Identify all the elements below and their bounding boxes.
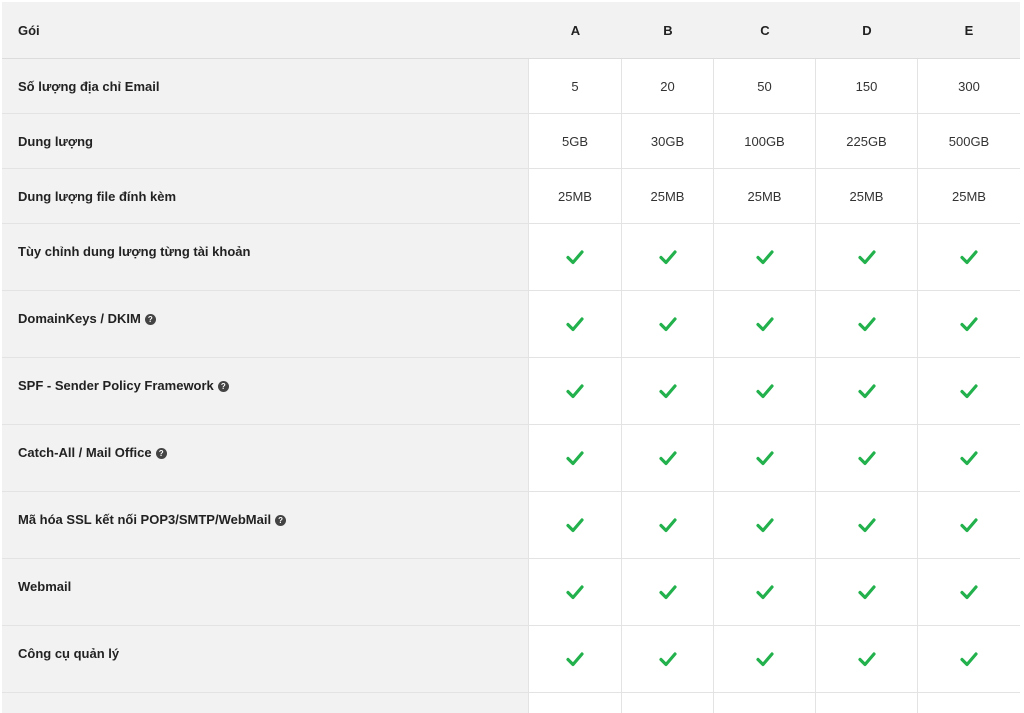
table-cell — [714, 693, 816, 713]
table-row — [2, 114, 1020, 169]
check-icon — [960, 383, 978, 399]
check-cell — [918, 626, 1020, 692]
help-circle-icon[interactable]: ? — [156, 448, 167, 459]
table-cell: 150 — [816, 59, 918, 113]
table-row — [2, 358, 1020, 425]
feature-label-text: Tùy chỉnh dung lượng từng tài khoản — [18, 244, 251, 259]
table-row — [2, 224, 1020, 291]
check-icon — [858, 450, 876, 466]
check-cell — [816, 626, 918, 692]
check-cell — [714, 425, 816, 491]
table-cell: 25MB — [952, 188, 986, 204]
row-label: Số lượng địa chỉ Email — [2, 59, 529, 113]
check-cell — [714, 492, 816, 558]
check-cell — [918, 492, 1020, 558]
feature-label-text: Catch-All / Mail Office — [18, 445, 152, 460]
row-label — [2, 693, 529, 713]
check-icon — [659, 383, 677, 399]
check-icon — [960, 651, 978, 667]
check-icon — [858, 517, 876, 533]
table-cell: 5 — [529, 59, 622, 113]
plan-comparison-table — [2, 2, 1020, 713]
check-cell — [918, 425, 1020, 491]
check-cell — [918, 358, 1020, 424]
feature-label — [2, 626, 529, 692]
check-cell — [622, 224, 714, 290]
check-icon — [756, 316, 774, 332]
check-icon — [858, 383, 876, 399]
check-icon — [960, 584, 978, 600]
check-cell — [622, 425, 714, 491]
feature-label — [2, 291, 529, 357]
feature-label — [2, 492, 529, 558]
check-cell — [918, 291, 1020, 357]
check-cell — [714, 559, 816, 625]
feature-label — [2, 358, 529, 424]
check-icon — [566, 450, 584, 466]
check-icon — [659, 249, 677, 265]
feature-label-text: Webmail — [18, 579, 72, 594]
check-cell — [529, 559, 622, 625]
check-cell — [529, 626, 622, 692]
check-cell — [622, 291, 714, 357]
plan-header-a: A — [570, 22, 581, 38]
check-cell — [529, 224, 622, 290]
check-icon — [858, 249, 876, 265]
check-cell — [714, 358, 816, 424]
table-row — [2, 291, 1020, 358]
plan-header-c: C — [760, 22, 770, 38]
check-icon — [566, 584, 584, 600]
table-cell: 30GB — [622, 114, 714, 168]
table-cell: 500GB — [948, 133, 990, 149]
check-icon — [566, 316, 584, 332]
check-icon — [756, 249, 774, 265]
table-cell — [816, 693, 918, 713]
check-icon — [756, 651, 774, 667]
check-icon — [659, 450, 677, 466]
check-icon — [756, 450, 774, 466]
feature-label-text: DomainKeys / DKIM — [18, 311, 141, 326]
header-label: Gói — [2, 2, 529, 58]
table-cell: 5GB — [529, 114, 622, 168]
row-label: Dung lượng — [2, 114, 529, 168]
table-header — [2, 2, 1020, 59]
help-circle-icon[interactable]: ? — [218, 381, 229, 392]
table-cell: 50 — [714, 59, 816, 113]
check-icon — [566, 651, 584, 667]
check-cell — [714, 626, 816, 692]
table-cell: 100GB — [714, 114, 816, 168]
check-icon — [566, 383, 584, 399]
feature-label — [2, 559, 529, 625]
table-row — [2, 59, 1020, 114]
check-cell — [816, 291, 918, 357]
feature-label-text: Mã hóa SSL kết nối POP3/SMTP/WebMail — [18, 512, 272, 527]
check-icon — [960, 316, 978, 332]
check-icon — [659, 316, 677, 332]
check-icon — [659, 584, 677, 600]
check-cell — [529, 358, 622, 424]
check-icon — [858, 651, 876, 667]
check-cell — [529, 425, 622, 491]
table-cell: 20 — [622, 59, 714, 113]
feature-label — [2, 224, 529, 290]
help-circle-icon[interactable]: ? — [145, 314, 156, 325]
plan-header-b: B — [663, 22, 673, 38]
check-icon — [960, 450, 978, 466]
check-icon — [858, 316, 876, 332]
check-icon — [960, 249, 978, 265]
check-cell — [714, 224, 816, 290]
help-circle-icon[interactable]: ? — [275, 515, 286, 526]
table-row-partial — [2, 693, 1020, 713]
table-row — [2, 425, 1020, 492]
check-icon — [566, 249, 584, 265]
check-cell — [622, 559, 714, 625]
check-cell — [622, 358, 714, 424]
check-cell — [622, 492, 714, 558]
feature-label-text: Công cụ quản lý — [18, 646, 120, 661]
check-cell — [816, 559, 918, 625]
table-cell: 25MB — [622, 169, 714, 223]
table-cell: 300 — [958, 78, 980, 94]
check-cell — [816, 492, 918, 558]
check-cell — [816, 358, 918, 424]
check-cell — [714, 291, 816, 357]
table-cell — [529, 693, 622, 713]
plan-header-e: E — [964, 22, 974, 38]
table-row — [2, 169, 1020, 224]
check-cell — [918, 559, 1020, 625]
check-icon — [659, 517, 677, 533]
table-cell: 225GB — [816, 114, 918, 168]
check-cell — [529, 291, 622, 357]
table-cell — [918, 693, 1020, 713]
feature-label-text: SPF - Sender Policy Framework — [18, 378, 214, 393]
check-cell — [816, 425, 918, 491]
check-icon — [756, 383, 774, 399]
table-cell: 25MB — [714, 169, 816, 223]
check-icon — [659, 651, 677, 667]
check-icon — [756, 517, 774, 533]
table-row — [2, 492, 1020, 559]
check-icon — [756, 584, 774, 600]
check-icon — [960, 517, 978, 533]
check-icon — [566, 517, 584, 533]
table-cell: 25MB — [816, 169, 918, 223]
table-cell — [622, 693, 714, 713]
table-cell: 25MB — [529, 169, 622, 223]
check-cell — [529, 492, 622, 558]
table-row — [2, 559, 1020, 626]
check-cell — [918, 224, 1020, 290]
plan-header-d: D — [862, 22, 872, 38]
feature-label — [2, 425, 529, 491]
row-label: Dung lượng file đính kèm — [2, 169, 529, 223]
check-icon — [858, 584, 876, 600]
check-cell — [622, 626, 714, 692]
table-row — [2, 626, 1020, 693]
check-cell — [816, 224, 918, 290]
